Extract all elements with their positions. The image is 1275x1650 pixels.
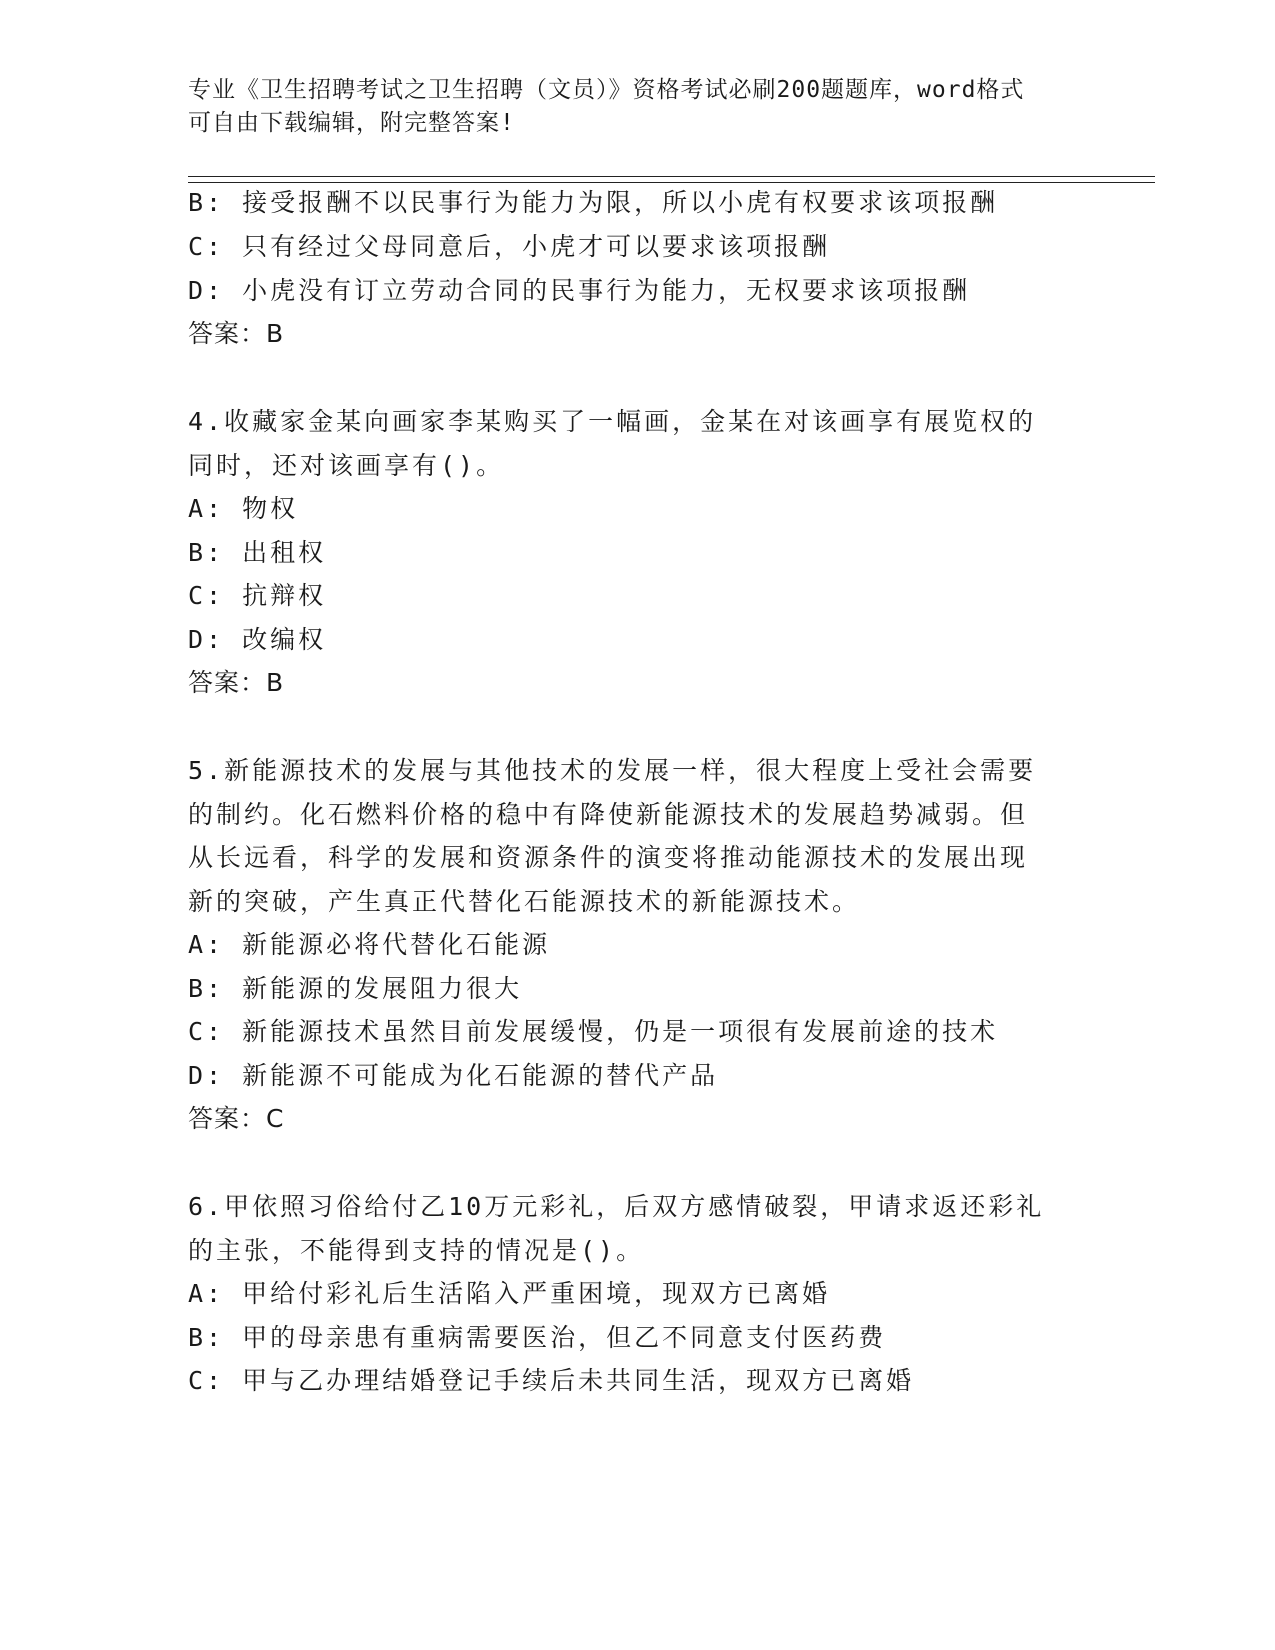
q5-stem-line-2: 的制约。化石燃料价格的稳中有降使新能源技术的发展趋势减弱。但 (188, 800, 1029, 829)
q5-option-c: C: 新能源技术虽然目前发展缓慢，仍是一项很有发展前途的技术 (188, 1017, 999, 1046)
q3-answer: 答案：B (188, 319, 285, 348)
header-title-line-2: 可自由下载编辑，附完整答案! (188, 110, 515, 136)
q5-option-a: A: 新能源必将代替化石能源 (188, 930, 551, 959)
q4-option-b: B: 出租权 (188, 538, 327, 567)
q5-answer: 答案：C (188, 1104, 285, 1133)
q4-answer: 答案：B (188, 668, 285, 697)
q6-option-c: C: 甲与乙办理结婚登记手续后未共同生活，现双方已离婚 (188, 1366, 915, 1395)
header-divider-bottom (188, 182, 1155, 183)
q5-stem-line-1: 5.新能源技术的发展与其他技术的发展一样，很大程度上受社会需要 (188, 756, 1037, 785)
q6-option-a: A: 甲给付彩礼后生活陷入严重困境，现双方已离婚 (188, 1279, 831, 1308)
q3-option-b: B: 接受报酬不以民事行为能力为限，所以小虎有权要求该项报酬 (188, 188, 999, 217)
q6-stem-line-1: 6.甲依照习俗给付乙10万元彩礼，后双方感情破裂，甲请求返还彩礼 (188, 1192, 1045, 1221)
document-header (188, 74, 1088, 140)
q4-stem-line-2: 同时，还对该画享有()。 (188, 451, 505, 480)
header-title-line-1: 专业《卫生招聘考试之卫生招聘（文员）》资格考试必刷200题题库，word格式 (188, 77, 1025, 103)
q4-option-c: C: 抗辩权 (188, 581, 327, 610)
q4-option-a: A: 物权 (188, 494, 299, 523)
q6-option-b: B: 甲的母亲患有重病需要医治，但乙不同意支付医药费 (188, 1323, 887, 1352)
header-divider-top (188, 176, 1155, 177)
q6-stem-line-2: 的主张，不能得到支持的情况是()。 (188, 1236, 645, 1265)
q3-option-d: D: 小虎没有订立劳动合同的民事行为能力，无权要求该项报酬 (188, 276, 971, 305)
q3-option-c: C: 只有经过父母同意后，小虎才可以要求该项报酬 (188, 232, 831, 261)
q4-stem-line-1: 4.收藏家金某向画家李某购买了一幅画，金某在对该画享有展览权的 (188, 407, 1037, 436)
q5-stem-line-3: 从长远看，科学的发展和资源条件的演变将推动能源技术的发展出现 (188, 843, 1029, 872)
q5-option-d: D: 新能源不可能成为化石能源的替代产品 (188, 1061, 719, 1090)
q5-option-b: B: 新能源的发展阻力很大 (188, 974, 523, 1003)
q4-option-d: D: 改编权 (188, 625, 327, 654)
q5-stem-line-4: 新的突破，产生真正代替化石能源技术的新能源技术。 (188, 887, 861, 916)
